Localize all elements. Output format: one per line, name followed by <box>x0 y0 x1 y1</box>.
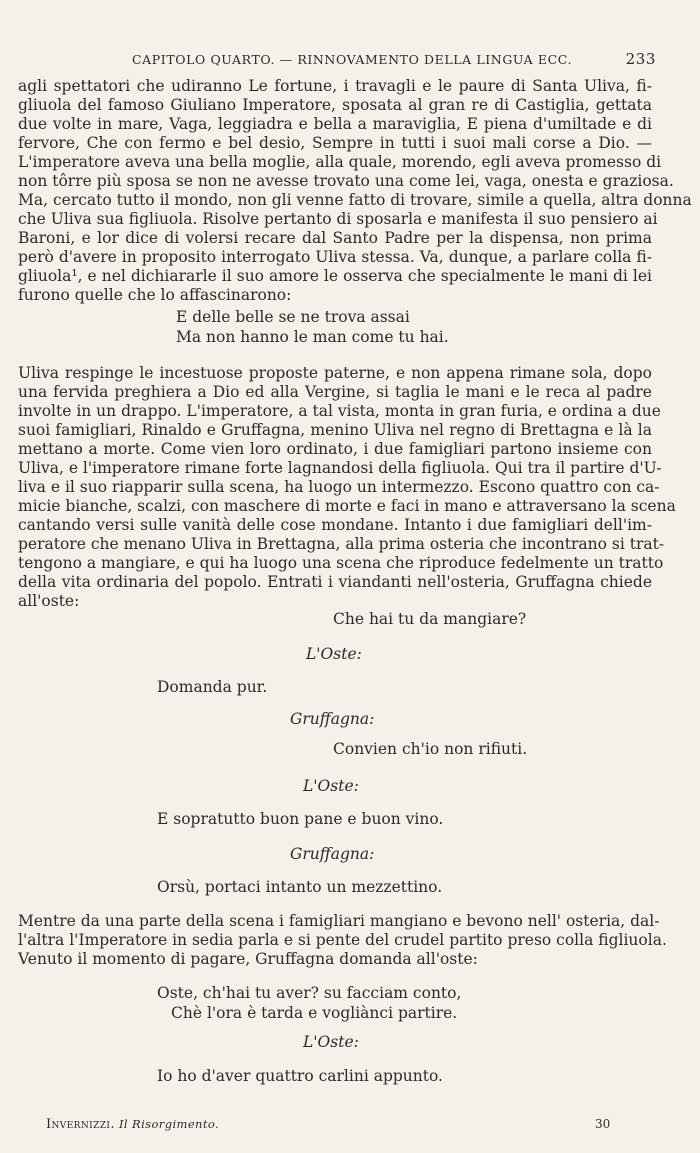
verse-line: Chè l'ora è tarda e vogliànci partire. <box>171 1004 458 1022</box>
text-line: Mentre da una parte della scena i famigliari mangiano e bevono nell' osteria, dal- <box>18 912 660 930</box>
text-line: che Uliva sua figliuola. Risolve pertanto di sposarla e manifesta il suo pensiero ai <box>18 210 658 228</box>
text-line: all'oste: <box>18 592 80 610</box>
dialogue-line: Convien ch'io non rifiuti. <box>333 740 528 758</box>
dialogue-line: Orsù, portaci intanto un mezzettino. <box>157 878 443 896</box>
text-line: involte in un drappo. L'imperatore, a tal vista, monta in gran furia, e ordina a due <box>18 402 661 420</box>
speaker-name: L'Oste: <box>303 1033 359 1051</box>
dialogue-line: E sopratutto buon pane e buon vino. <box>157 810 444 828</box>
paragraph-payment <box>18 912 667 969</box>
text-line: mettano a morte. Come vien loro ordinato, i due famigliari partono insieme con <box>18 440 652 458</box>
speaker-name: Gruffagna: <box>290 710 375 728</box>
running-title: CAPITOLO QUARTO. — RINNOVAMENTO DELLA LINGUA ECC. <box>132 52 573 67</box>
verse-line: E delle belle se ne trova assai <box>176 308 410 326</box>
page-header <box>0 50 700 72</box>
text-line: micie bianche, scalzi, con maschere di morte e faci in mano e attraversano la scena <box>18 497 676 515</box>
text-line: fervore, Che con fermo e bel desio, Sempre in tutti i suoi mali corse a Dio. — <box>18 134 652 152</box>
text-line: però d'avere in proposito interrogato Uliva stessa. Va, dunque, a parlare colla fi- <box>18 248 652 266</box>
text-line: suoi famigliari, Rinaldo e Gruffagna, menino Uliva nel regno di Brettagna e là la <box>18 421 652 439</box>
page-number: 233 <box>625 50 656 68</box>
footer-book-title: Il Risorgimento. <box>118 1117 220 1131</box>
text-line: Ma, cercato tutto il mondo, non gli venne fatto di trovare, simile a quella, altra donna <box>18 191 692 209</box>
text-line: gliuola del famoso Giuliano Imperatore, sposata al gran re di Castiglia, gettata <box>18 96 652 114</box>
paragraph-intro <box>18 77 692 305</box>
text-line: una fervida preghiera a Dio ed alla Vergine, si taglia le mani e le reca al padre <box>18 383 652 401</box>
text-line: L'imperatore aveva una bella moglie, alla quale, morendo, egli aveva promesso di <box>18 153 662 171</box>
text-line: cantando versi sulle vanità delle cose mondane. Intanto i due famigliari dell'im- <box>18 516 652 534</box>
footer-author: Invernizzi. <box>46 1117 115 1132</box>
text-line: Baroni, e lor dice di volersi recare dal Santo Padre per la dispensa, non prima <box>18 229 652 247</box>
verse-line: Ma non hanno le man come tu hai. <box>176 328 449 346</box>
speaker-name: L'Oste: <box>303 777 359 795</box>
text-line: Uliva, e l'imperatore rimane forte lagnandosi della figliuola. Qui tra il partire d'U- <box>18 459 662 477</box>
verse-quote <box>176 307 449 347</box>
dialogue-line: Io ho d'aver quattro carlini appunto. <box>157 1067 443 1085</box>
text-line: agli spettatori che udiranno Le fortune, i travagli e le paure di Santa Uliva, fi- <box>18 77 652 95</box>
text-line: della vita ordinaria del popolo. Entrati i viandanti nell'osteria, Gruffagna chiede <box>18 573 652 591</box>
text-line: Venuto il momento di pagare, Gruffagna domanda all'oste: <box>18 950 478 968</box>
text-line: liva e il suo riapparir sulla scena, ha luogo un intermezzo. Escono quattro con ca- <box>18 478 660 496</box>
text-line: peratore che menano Uliva in Brettagna, alla prima osteria che incontrano si trat- <box>18 535 665 553</box>
dialogue-line: Domanda pur. <box>157 678 268 696</box>
text-line: Uliva respinge le incestuose proposte paterne, e non appena rimane sola, dopo <box>18 364 652 382</box>
text-line: non tôrre più sposa se non ne avesse trovato una come lei, vaga, onesta e graziosa. <box>18 172 674 190</box>
verse-line: Oste, ch'hai tu aver? su facciam conto, <box>157 984 462 1002</box>
text-line: tengono a mangiare, e qui ha luogo una scena che riproduce fedelmente un tratto <box>18 554 664 572</box>
page-footer <box>46 1117 219 1132</box>
dialogue-line: Che hai tu da mangiare? <box>333 610 527 628</box>
printer-signature: 30 <box>595 1117 611 1131</box>
text-line: gliuola¹, e nel dichiararle il suo amore le osserva che specialmente le mani di lei <box>18 267 652 285</box>
paragraph-story <box>18 364 676 611</box>
verse-quote <box>157 983 461 1023</box>
speaker-name: Gruffagna: <box>290 845 375 863</box>
text-line: furono quelle che lo affascinarono: <box>18 286 292 304</box>
text-line: due volte in mare, Vaga, leggiadra e bella a maraviglia, E piena d'umiltade e di <box>18 115 652 133</box>
text-line: l'altra l'Imperatore in sedia parla e si pente del crudel partito preso colla figliuola. <box>18 931 667 949</box>
speaker-name: L'Oste: <box>306 645 362 663</box>
